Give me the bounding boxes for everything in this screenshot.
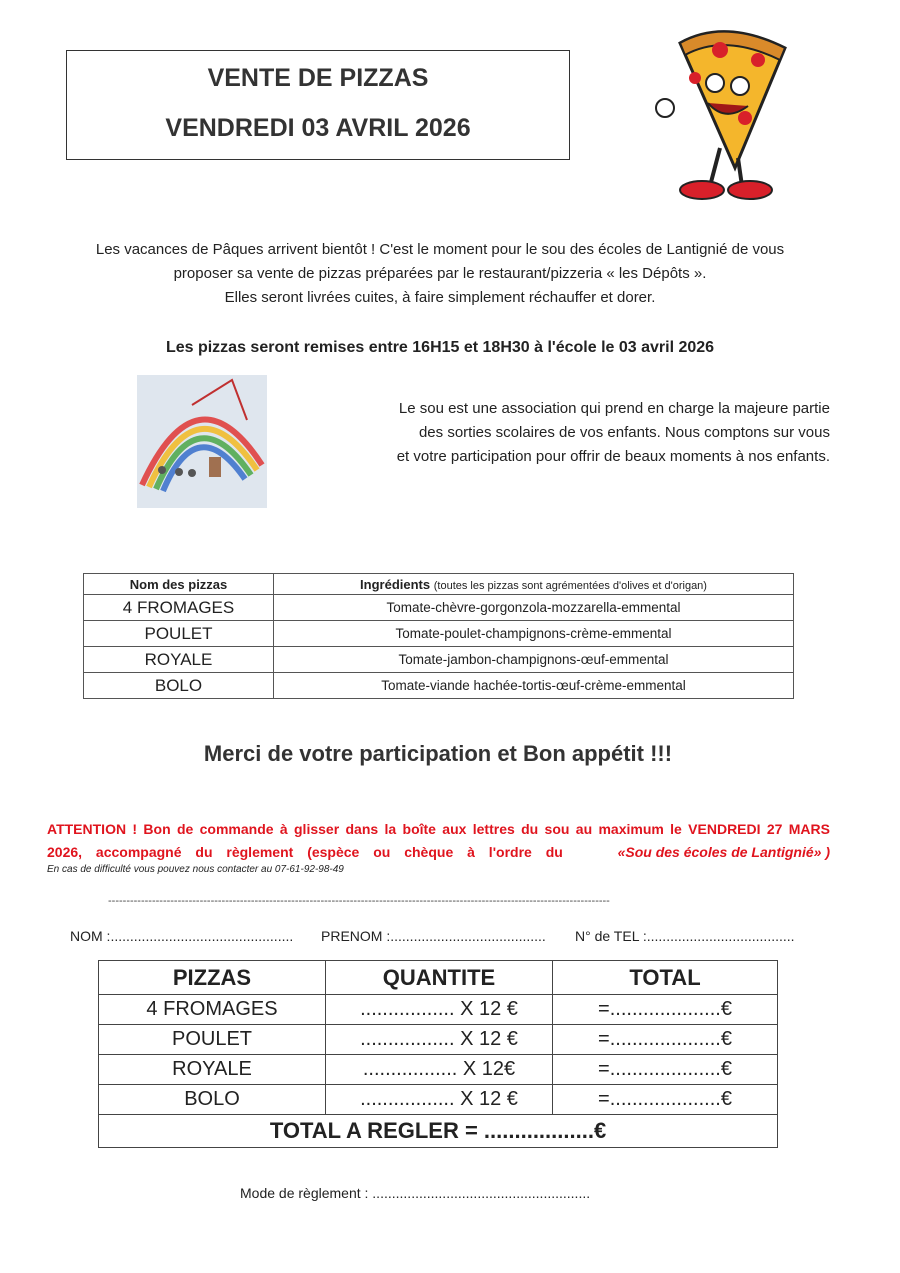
table-row: [84, 673, 794, 699]
pizza-name: POULET: [84, 621, 274, 647]
order-row: [99, 1085, 778, 1115]
table-row: [84, 621, 794, 647]
table-header-row: [84, 574, 794, 595]
row-total-field[interactable]: =....................€: [553, 1025, 778, 1055]
attention-order-name: «Sou des écoles de Lantignié» ): [617, 844, 830, 860]
order-pizza-name: POULET: [99, 1025, 326, 1055]
thanks-message: Merci de votre participation et Bon appétit !!!: [203, 741, 673, 766]
pickup-info: Les pizzas seront remises entre 16H15 et 18H30 à l'école le 03 avril 2026: [165, 339, 715, 356]
prenom-field[interactable]: PRENOM :........................................: [321, 928, 546, 944]
nom-field[interactable]: NOM :...............................................: [70, 928, 294, 944]
header-quantite: QUANTITE: [326, 961, 553, 995]
header-note: (toutes les pizzas sont agrémentées d'olives et d'origan): [433, 579, 707, 592]
header-total: TOTAL: [553, 961, 778, 995]
order-row: [99, 1025, 778, 1055]
payment-method-field[interactable]: Mode de règlement : ........................................................: [240, 1185, 591, 1201]
pizza-ingredients: Tomate-poulet-champignons-crème-emmental: [274, 621, 794, 647]
contact-info: En cas de difficulté vous pouvez nous contacter au 07-61-92-98-49: [47, 864, 344, 875]
quantity-field[interactable]: ................. X 12 €: [326, 995, 553, 1025]
row-total-field[interactable]: =....................€: [553, 1085, 778, 1115]
quantity-field[interactable]: ................. X 12 €: [326, 1025, 553, 1055]
row-total-field[interactable]: =....................€: [553, 995, 778, 1025]
association-line: des sorties scolaires de vos enfants. Nous comptons sur vous: [418, 424, 830, 441]
row-total-field[interactable]: =....................€: [553, 1055, 778, 1085]
pizza-ingredients: Tomate-jambon-champignons-œuf-emmental: [274, 647, 794, 673]
header-pizzas: PIZZAS: [99, 961, 326, 995]
order-row: [99, 1055, 778, 1085]
pizza-ingredients: Tomate-viande hachée-tortis-œuf-crème-emmental: [274, 673, 794, 699]
ingredients-table: [83, 573, 794, 699]
header-ingredients: [274, 574, 794, 595]
order-table: [98, 960, 778, 1148]
association-text: [330, 397, 830, 469]
tel-field[interactable]: N° de TEL :......................................: [575, 928, 795, 944]
attention-text: 2026, accompagné du règlement (espèce ou chèque à l'ordre du: [47, 844, 563, 860]
pizza-name: ROYALE: [84, 647, 274, 673]
order-header-row: [99, 961, 778, 995]
order-row: [99, 995, 778, 1025]
intro-line: Elles seront livrées cuites, à faire simplement réchauffer et dorer.: [224, 289, 656, 306]
header-ingredients-label: Ingrédients: [360, 576, 431, 592]
pizza-ingredients: Tomate-chèvre-gorgonzola-mozzarella-emmental: [274, 595, 794, 621]
pizza-mascot-image: [650, 18, 795, 208]
order-pizza-name: 4 FROMAGES: [99, 995, 326, 1025]
table-row: [84, 595, 794, 621]
intro-line: Les vacances de Pâques arrivent bientôt ! C'est le moment pour le sou des écoles de Lantignié de vous: [95, 241, 785, 258]
rainbow-drawing-image: [137, 375, 267, 508]
table-row: [84, 647, 794, 673]
intro-paragraph: [40, 238, 840, 310]
pizza-name: 4 FROMAGES: [84, 595, 274, 621]
quantity-field[interactable]: ................. X 12€: [326, 1055, 553, 1085]
association-line: Le sou est une association qui prend en charge la majeure partie: [398, 400, 830, 417]
quantity-field[interactable]: ................. X 12 €: [326, 1085, 553, 1115]
cut-line: -----------------------------------------------------------------------------------------------------------------------------------------: [108, 895, 610, 907]
grand-total-row: [99, 1115, 778, 1148]
intro-line: proposer sa vente de pizzas préparées par le restaurant/pizzeria « les Dépôts ».: [173, 265, 707, 282]
title-line-1: VENTE DE PIZZAS: [207, 64, 429, 92]
title-box: [66, 50, 570, 160]
header-name: Nom des pizzas: [84, 574, 274, 595]
pizza-name: BOLO: [84, 673, 274, 699]
grand-total-field[interactable]: TOTAL A REGLER = ..................€: [99, 1115, 778, 1148]
association-line: et votre participation pour offrir de beaux moments à nos enfants.: [396, 448, 830, 465]
attention-line-1: ATTENTION ! Bon de commande à glisser dans la boîte aux lettres du sou au maximum le VENDREDI 27 MARS: [47, 821, 830, 837]
attention-line-2: [47, 841, 830, 864]
title-line-2: VENDREDI 03 AVRIL 2026: [165, 114, 471, 142]
order-pizza-name: ROYALE: [99, 1055, 326, 1085]
order-pizza-name: BOLO: [99, 1085, 326, 1115]
